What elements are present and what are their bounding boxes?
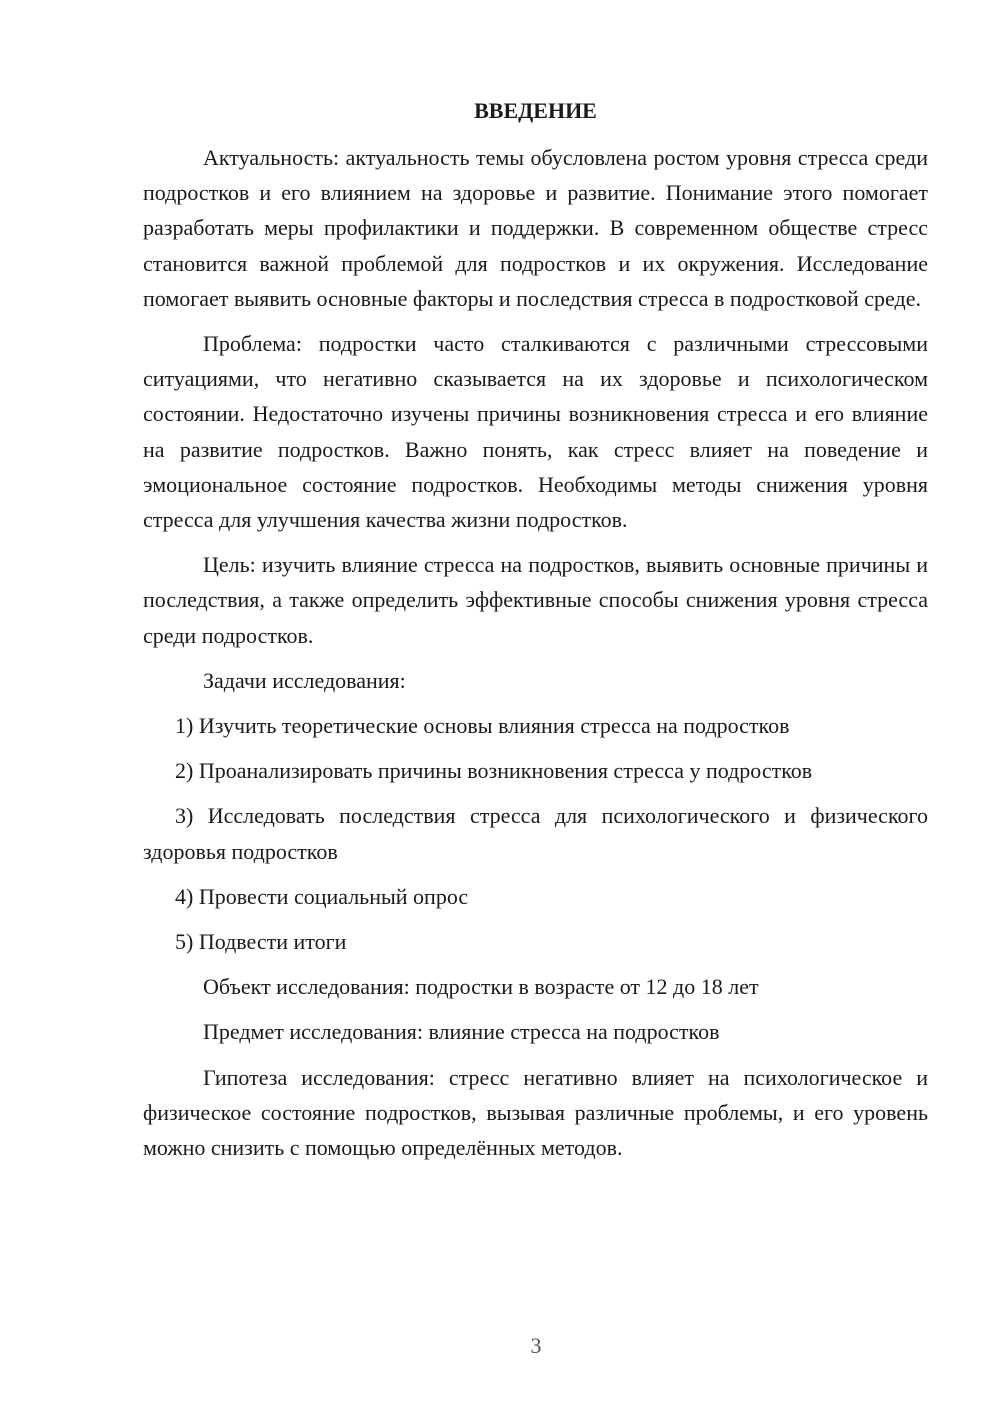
task-item-2: 2) Проанализировать причины возникновения стресса у подростков bbox=[175, 758, 813, 784]
task-item-1: 1) Изучить теоретические основы влияния стресса на подростков bbox=[175, 713, 790, 739]
page-body bbox=[143, 96, 928, 1165]
task-item-4: 4) Провести социальный опрос bbox=[175, 883, 469, 909]
tasks-title: Задачи исследования: bbox=[203, 667, 406, 693]
paragraph-problem: Проблема: подростки часто сталкиваются с различными стрессовыми ситуациями, что негативно сказывается на их здоровье и психологическом состоянии. Недостаточно изучены причины возникновения стресса и его влияние на развитие подростков. Важно понять, как стресс влияет на поведение и эмоциональное состояние подростков. Необходимы методы снижения уровня стресса для улучшения качества жизни подростков. bbox=[143, 331, 928, 533]
paragraph-relevance: Актуальность: актуальность темы обусловлена ростом уровня стресса среди подростков и его влиянием на здоровье и развитие. Понимание этого помогает разработать меры профилактики и поддержки. В современном обществе стресс становится важной проблемой для подростков и их окружения. Исследование помогает выявить основные факторы и последствия стресса в подростковой среде. bbox=[143, 145, 928, 311]
task-item-5: 5) Подвести итоги bbox=[175, 929, 347, 955]
page-number: 3 bbox=[530, 1333, 542, 1358]
paragraph-goal: Цель: изучить влияние стресса на подростков, выявить основные причины и последствия, а также определить эффективные способы снижения уровня стресса среди подростков. bbox=[143, 552, 928, 648]
paragraph-subject: Предмет исследования: влияние стресса на подростков bbox=[203, 1019, 720, 1045]
paragraph-hypothesis: Гипотеза исследования: стресс негативно влияет на психологическое и физическое состояние подростков, вызывая различные проблемы, и его уровень можно снизить с помощью определённых методов. bbox=[143, 1064, 928, 1161]
paragraph-object: Объект исследования: подростки в возрасте от 12 до 18 лет bbox=[203, 974, 759, 1000]
task-item-3: 3) Исследовать последствия стресса для психологического и физического здоровья подростков bbox=[143, 803, 928, 864]
section-heading: ВВЕДЕНИЕ bbox=[474, 98, 597, 123]
